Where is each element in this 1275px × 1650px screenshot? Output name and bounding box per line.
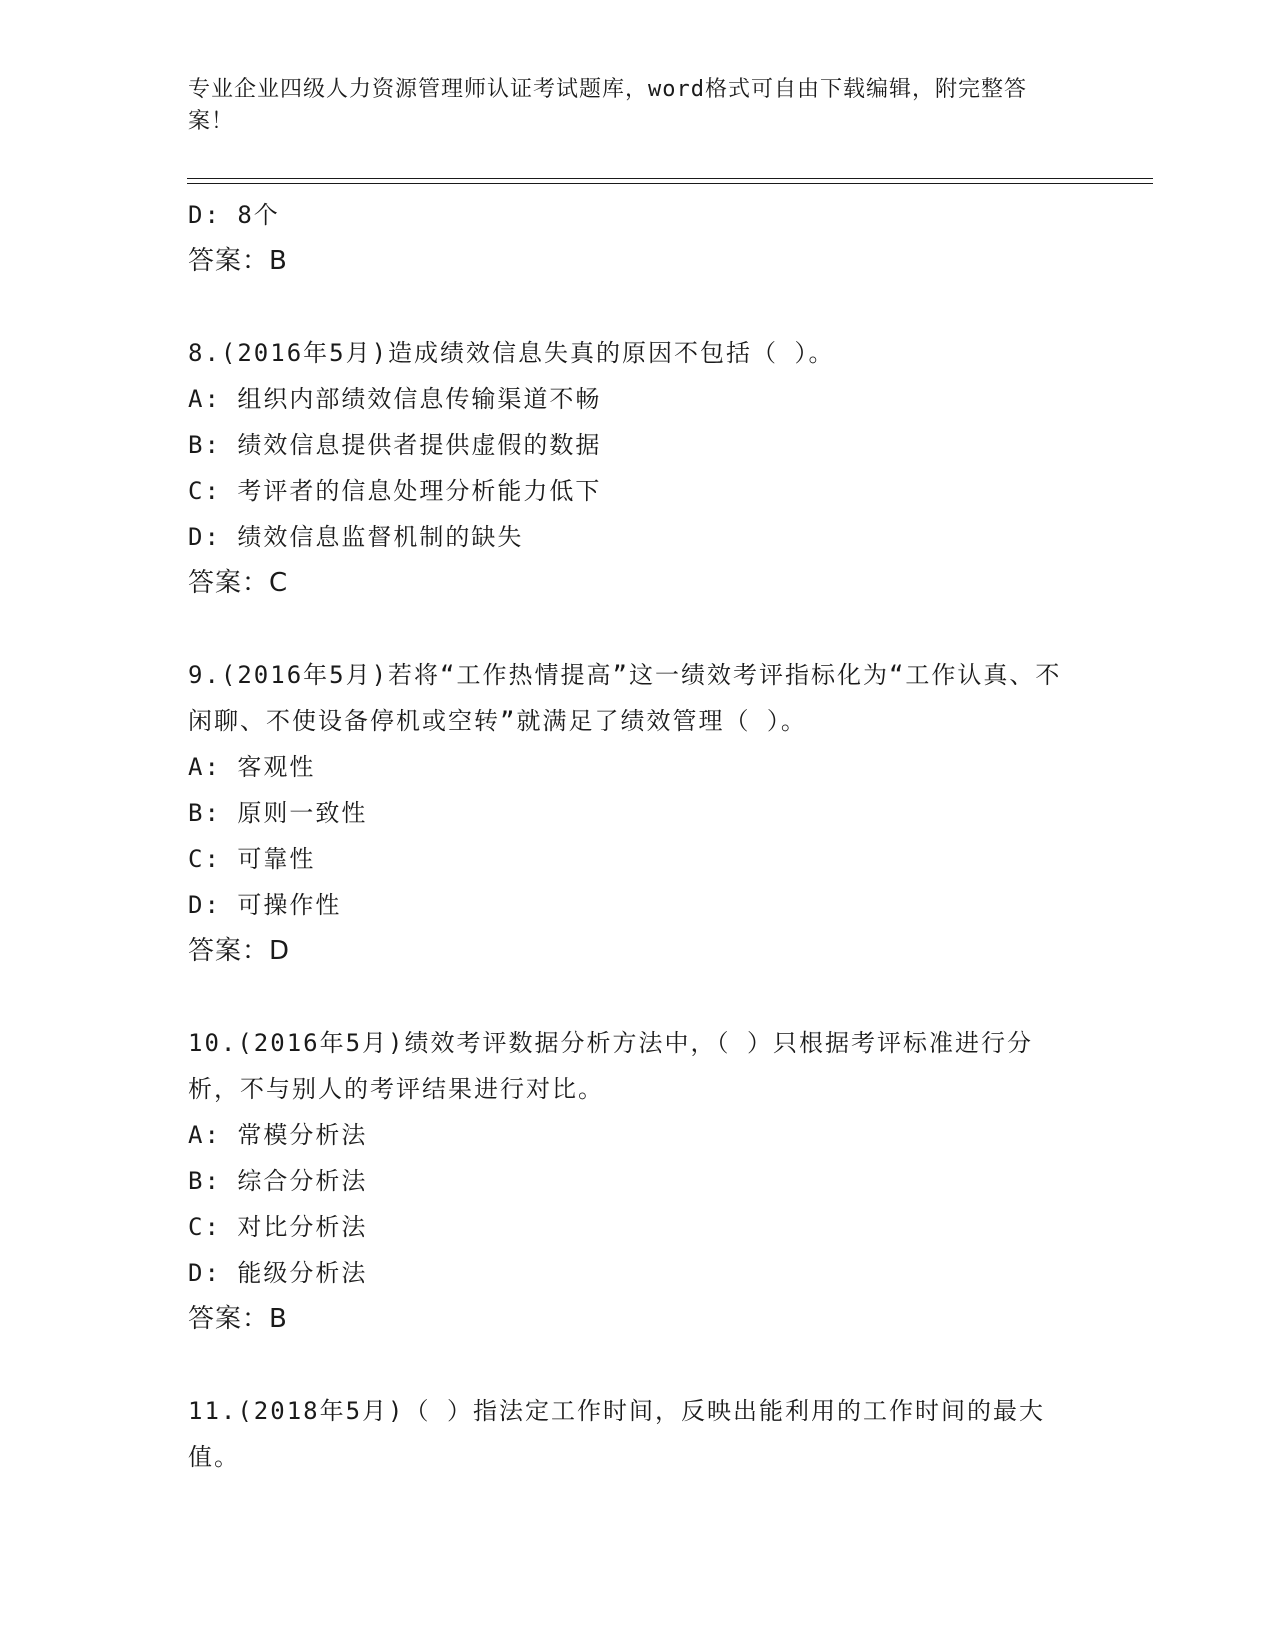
question-9 [188, 652, 1068, 974]
spacer [188, 974, 1068, 1020]
option-b: B: 绩效信息提供者提供虚假的数据 [188, 431, 602, 459]
answer-label: 答案： [188, 936, 270, 966]
option-d: D: 绩效信息监督机制的缺失 [188, 523, 524, 551]
spacer [188, 606, 1068, 652]
header-divider-top [187, 178, 1153, 179]
option-b: B: 原则一致性 [188, 799, 368, 827]
spacer [188, 284, 1068, 330]
answer-line [188, 238, 1068, 284]
option-a: A: 常模分析法 [188, 1121, 368, 1149]
answer-line [188, 928, 1068, 974]
answer-value: B [269, 1304, 288, 1334]
question-7-tail [188, 192, 1068, 284]
answer-value: D [269, 936, 291, 966]
question-stem: 8.(2016年5月)造成绩效信息失真的原因不包括（ ）。 [188, 339, 835, 367]
spacer [188, 1342, 1068, 1388]
answer-label: 答案： [188, 1304, 270, 1334]
document-content [188, 192, 1068, 1480]
answer-value: C [269, 568, 289, 598]
answer-value: B [269, 246, 288, 276]
question-stem: 10.(2016年5月)绩效考评数据分析方法中，（ ）只根据考评标准进行分析，不与别人的考评结果进行对比。 [188, 1029, 1033, 1103]
answer-line [188, 1296, 1068, 1342]
option-d: D: 可操作性 [188, 891, 342, 919]
header-divider-bottom [187, 183, 1153, 184]
question-8 [188, 330, 1068, 606]
question-stem: 9.(2016年5月)若将“工作热情提高”这一绩效考评指标化为“工作认真、不闲聊、不使设备停机或空转”就满足了绩效管理（ ）。 [188, 661, 1062, 735]
option-a: A: 组织内部绩效信息传输渠道不畅 [188, 385, 602, 413]
question-10 [188, 1020, 1068, 1342]
page-header: 专业企业四级人力资源管理师认证考试题库，word格式可自由下载编辑，附完整答案！ [188, 77, 1027, 134]
answer-label: 答案： [188, 568, 270, 598]
option-d: D: 能级分析法 [188, 1259, 368, 1287]
option-b: B: 综合分析法 [188, 1167, 368, 1195]
question-11 [188, 1388, 1068, 1480]
option-a: A: 客观性 [188, 753, 316, 781]
answer-label: 答案： [188, 246, 270, 276]
option-d: D: 8个 [188, 201, 280, 229]
option-c: C: 考评者的信息处理分析能力低下 [188, 477, 602, 505]
question-stem: 11.(2018年5月)（ ）指法定工作时间，反映出能利用的工作时间的最大值。 [188, 1397, 1045, 1471]
answer-line [188, 560, 1068, 606]
option-c: C: 对比分析法 [188, 1213, 368, 1241]
option-c: C: 可靠性 [188, 845, 316, 873]
